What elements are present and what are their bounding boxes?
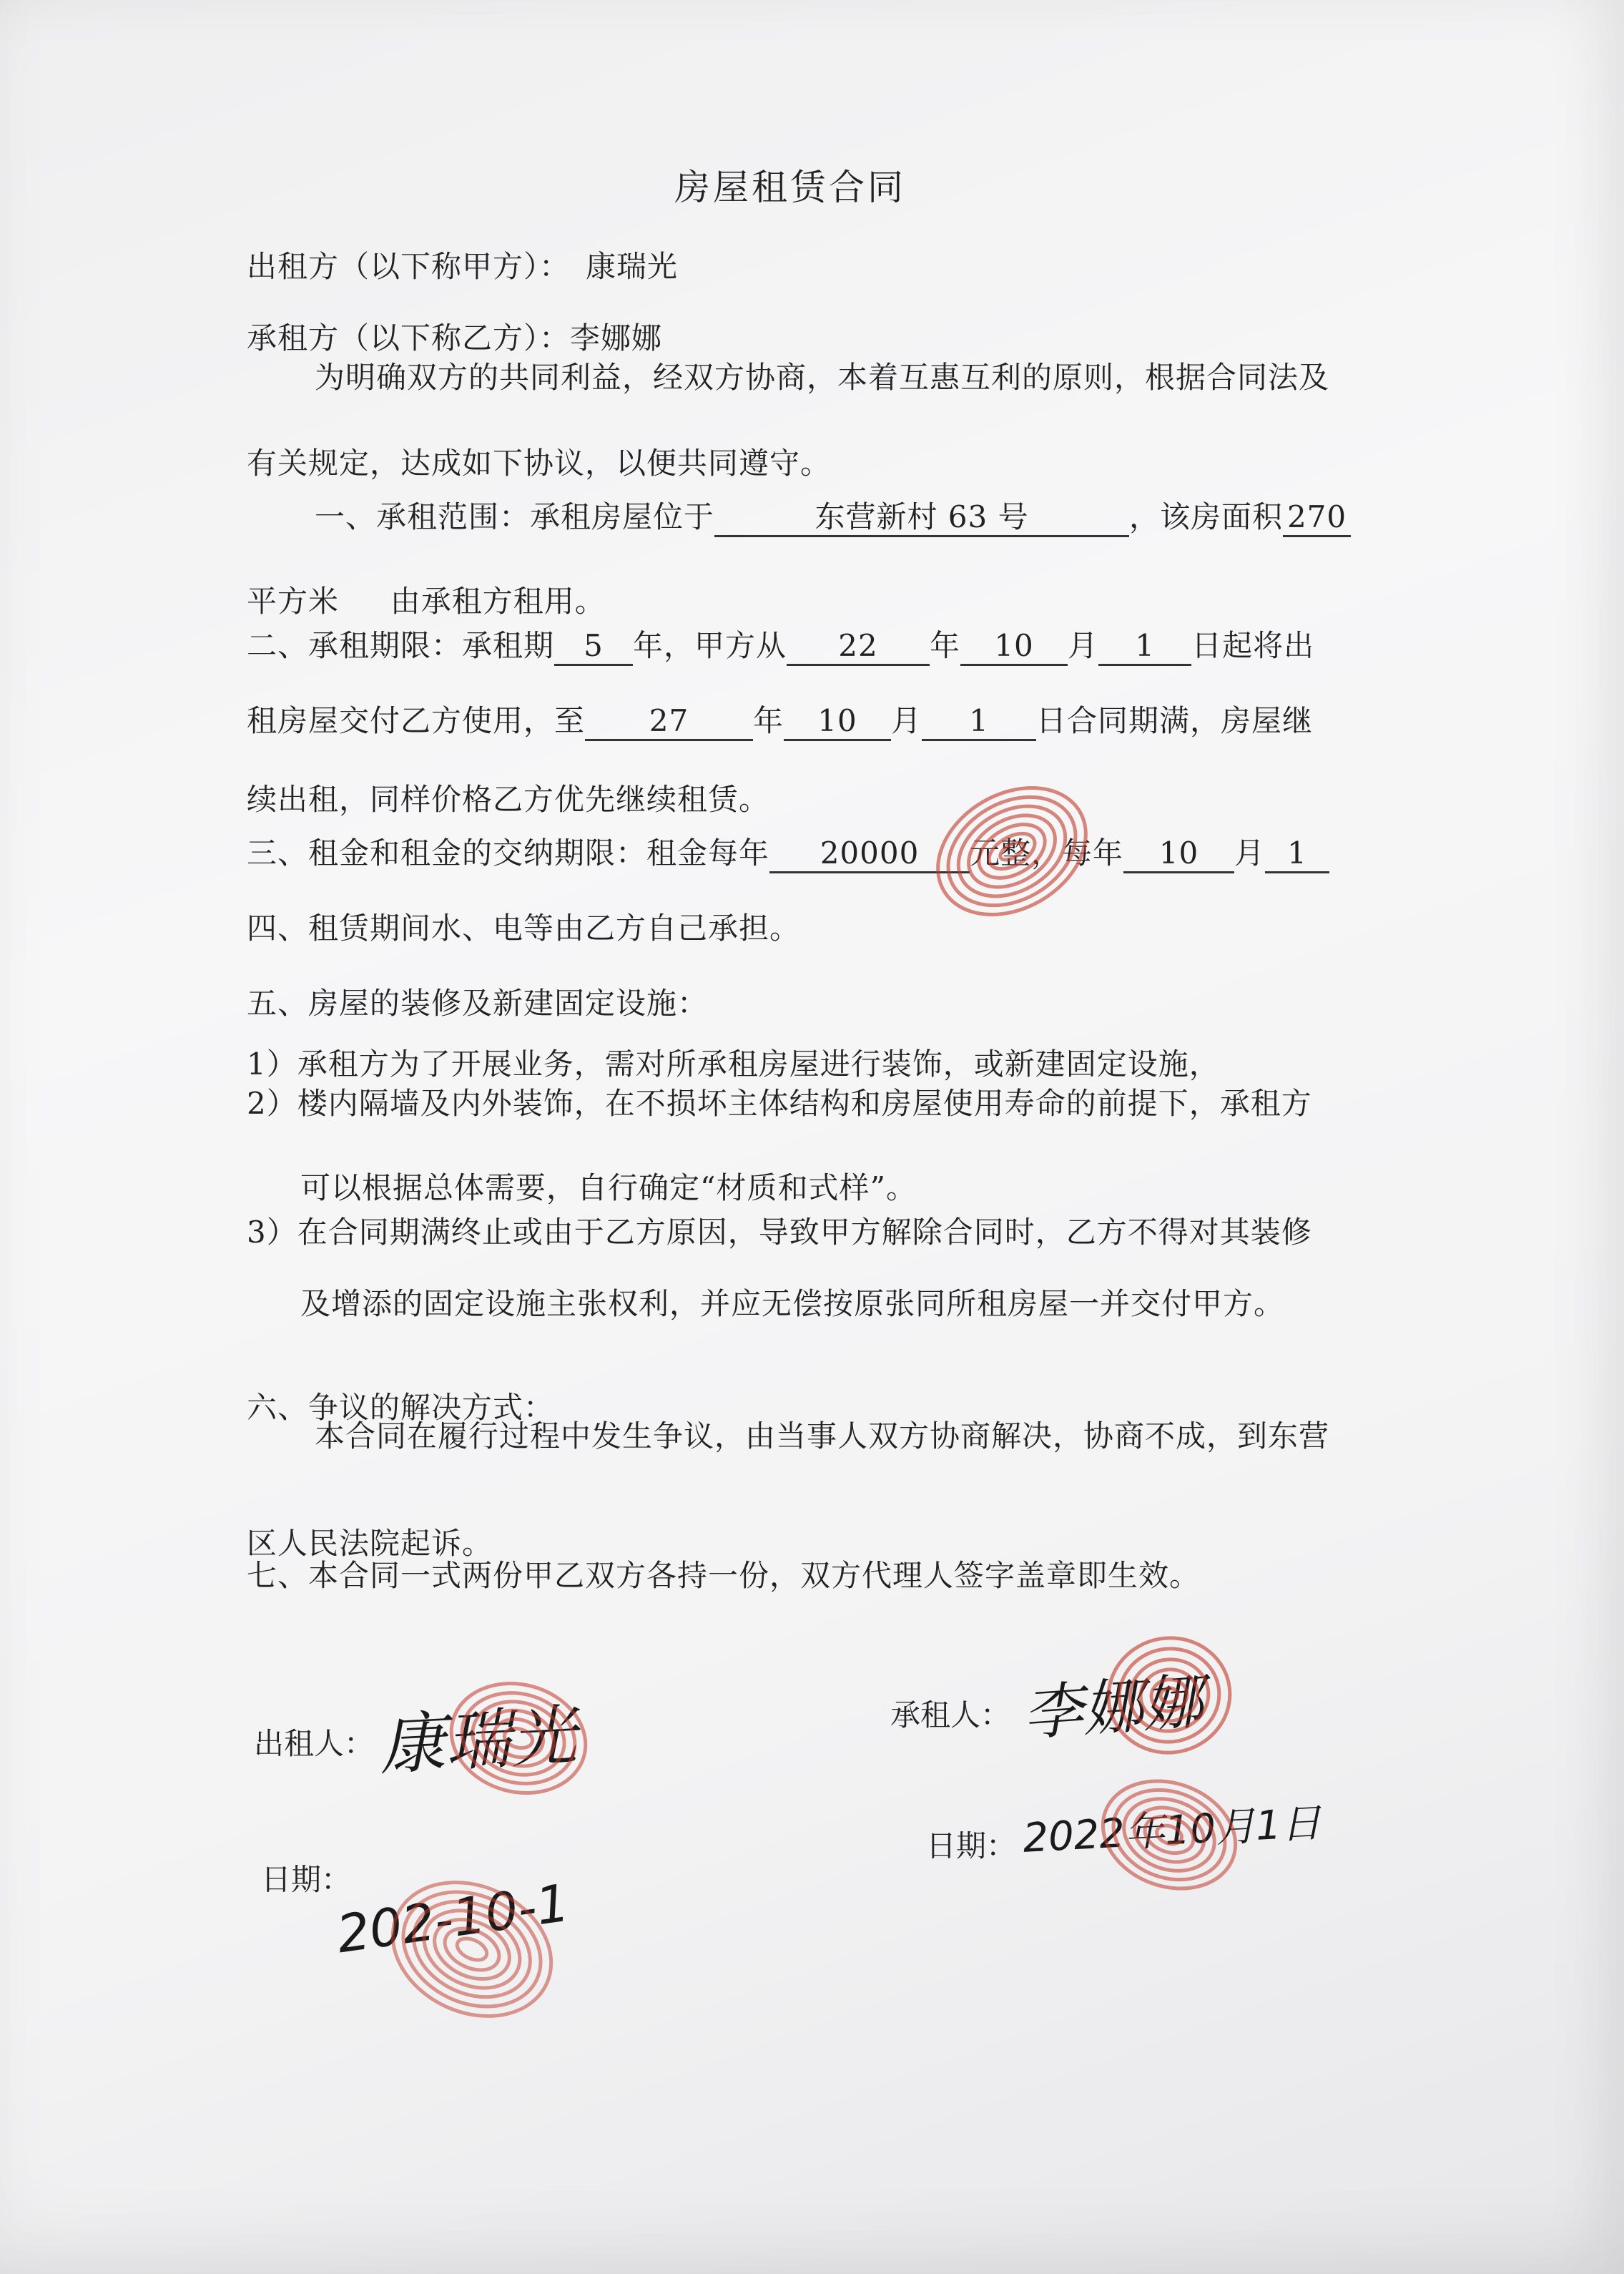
end-year: 27 xyxy=(585,703,753,741)
article-1-line-2: 平方米 由承租方租用。 xyxy=(247,584,606,619)
contract-title: 房屋租赁合同 xyxy=(674,167,906,208)
article-2-line-1 xyxy=(247,622,1314,666)
lessor-name: 康瑞光 xyxy=(586,249,679,284)
article-2-text-e: 日起将出 xyxy=(1191,628,1315,663)
end-month: 10 xyxy=(784,703,891,741)
article-5-item-2: 2）楼内隔墙及内外装饰，在不损坏主体结构和房屋使用寿命的前提下，承租方 xyxy=(247,1086,1312,1121)
lessor-date-label: 日期： xyxy=(261,1862,352,1897)
lessee-name: 李娜娜 xyxy=(570,320,663,356)
rent-amount: 20000 xyxy=(769,835,970,873)
start-year: 22 xyxy=(787,628,930,666)
end-day: 1 xyxy=(922,703,1036,741)
article-1-prefix: 一、承租范围：承租房屋位于 xyxy=(315,499,715,534)
article-1-area: 270 xyxy=(1283,499,1351,537)
start-day: 1 xyxy=(1098,628,1191,666)
article-2-text-i: 日合同期满，房屋继 xyxy=(1036,703,1314,738)
article-2-line-3: 续出租，同样价格乙方优先继续租赁。 xyxy=(247,782,770,817)
lessee-label: 承租方（以下称乙方）： xyxy=(247,320,571,356)
article-1-address: 东营新村 63 号 xyxy=(714,499,1129,537)
article-2-text-g: 年 xyxy=(753,703,784,738)
article-1-mid: ，该房面积 xyxy=(1129,499,1284,534)
article-3-text-c: 月 xyxy=(1234,835,1266,871)
article-6-body-1: 本合同在履行过程中发生争议，由当事人双方协商解决，协商不成，到东营 xyxy=(315,1418,1330,1454)
lessee-date-label: 日期： xyxy=(926,1828,1017,1863)
start-month: 10 xyxy=(960,628,1068,666)
article-7: 七、本合同一式两份甲乙双方各持一份，双方代理人签字盖章即生效。 xyxy=(247,1558,1201,1593)
lessor-label: 出租方（以下称甲方）： xyxy=(247,249,571,284)
article-5-item-2-cont: 可以根据总体需要，自行确定“材质和式样”。 xyxy=(300,1170,917,1205)
article-3-line xyxy=(247,830,1329,873)
article-5-item-3: 3）在合同期满终止或由于乙方原因，导致甲方解除合同时，乙方不得对其装修 xyxy=(247,1215,1312,1250)
article-3-text-a: 三、租金和租金的交纳期限：租金每年 xyxy=(247,835,770,871)
article-2-text-f: 租房屋交付乙方使用，至 xyxy=(247,703,586,738)
article-5-item-3-cont: 及增添的固定设施主张权利，并应无偿按原张同所租房屋一并交付甲方。 xyxy=(300,1286,1285,1321)
intro-line-1: 为明确双方的共同利益，经双方协商，本着互惠互利的原则，根据合同法及 xyxy=(315,360,1330,395)
article-4: 四、租赁期间水、电等由乙方自己承担。 xyxy=(247,911,801,946)
intro-line-2: 有关规定，达成如下协议，以便共同遵守。 xyxy=(247,446,832,481)
article-1-line-1 xyxy=(315,494,1351,537)
article-2-text-d: 月 xyxy=(1068,628,1099,663)
lessee-date: 2022年10月1日 xyxy=(1021,1800,1323,1862)
lessee-signature-label: 承租人： xyxy=(890,1697,1011,1733)
article-6-body-2: 区人民法院起诉。 xyxy=(247,1526,493,1561)
lessor-line xyxy=(247,243,678,286)
lease-years: 5 xyxy=(554,628,633,666)
lessor-signature: 康瑞光 xyxy=(377,1697,579,1785)
rent-day: 1 xyxy=(1265,835,1329,873)
lessor-date: 202-10-1 xyxy=(333,1872,574,1965)
article-5-heading: 五、房屋的装修及新建固定设施： xyxy=(247,986,709,1021)
article-2-text-h: 月 xyxy=(891,703,922,738)
lessee-line xyxy=(247,315,662,358)
article-3-text-b: 元整，每年 xyxy=(970,835,1124,871)
article-2-line-2 xyxy=(247,697,1313,741)
lessor-signature-label: 出租人： xyxy=(254,1726,375,1761)
article-2-text-b: 年，甲方从 xyxy=(633,628,787,663)
article-2-text-a: 二、承租期限：承租期 xyxy=(247,628,555,663)
article-2-text-c: 年 xyxy=(930,628,961,663)
article-5-item-1: 1）承租方为了开展业务，需对所承租房屋进行装饰，或新建固定设施， xyxy=(247,1047,1220,1082)
lessee-signature: 李娜娜 xyxy=(1020,1666,1206,1749)
rent-month: 10 xyxy=(1123,835,1234,873)
article-6-heading: 六、争议的解决方式： xyxy=(247,1390,555,1425)
